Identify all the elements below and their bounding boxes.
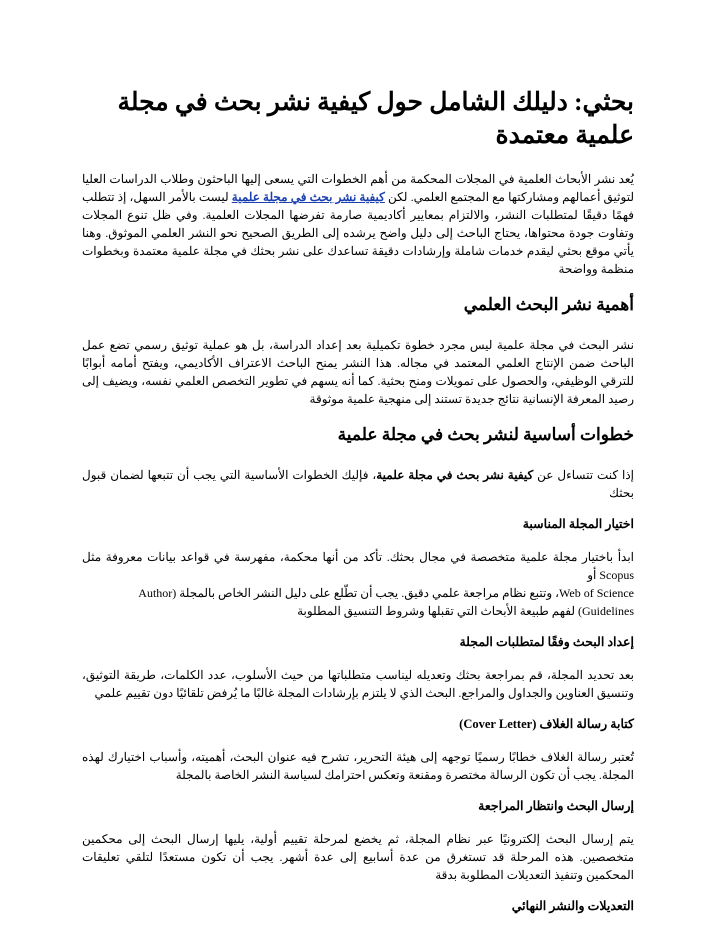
steps-intro-bold: كيفية نشر بحث في مجلة علمية <box>376 468 534 482</box>
submit-heading: إرسال البحث وانتظار المراجعة <box>478 799 634 813</box>
steps-intro-after: ، فإليك الخطوات الأساسية التي يجب أن تتبعها لضمان قبول بحثك <box>82 468 634 500</box>
intro-link[interactable]: كيفية نشر بحث في مجلة علمية <box>231 190 385 204</box>
steps-intro-paragraph <box>82 466 634 502</box>
journal-line-1: ابدأ باختيار مجلة علمية متخصصة في مجال بحثك. تأكد من أنها محكمة، مفهرسة في قواعد بيانات معروفة مثل Scopus أو <box>82 550 634 582</box>
journal-paragraph <box>82 548 634 620</box>
importance-heading: أهمية نشر البحث العلمي <box>463 295 634 314</box>
submit-paragraph: يتم إرسال البحث إلكترونيًا عبر نظام المجلة، ثم يخضع لمرحلة تقييم أولية، يليها إرسال البحث إلى محكمين متخصصين. هذه المرحلة قد تستغرق من عدة أسابيع إلى عدة أشهر. يجب أن تكون مستعدًا لتلقي تعليقات المحكمين وتنفيذ التعديلات المطلوبة بدقة <box>82 832 634 882</box>
importance-paragraph: نشر البحث في مجلة علمية ليس مجرد خطوة تكميلية بعد إعداد الدراسة، بل هو عملية توثيق رسمي تضع عمل الباحث ضمن الإنتاج العلمي المعتمد في مجاله. هذا النشر يمنح الباحث الاعتراف الأكاديمي، ويفتح أمامه أبوابًا للترقي الوظيفي، والحصول على تمويلات ومنح بحثية. كما أنه يسهم في تطوير التخصص العلمي نفسه، ويضيف إلى رصيد المعرفة الإنسانية نتائج جديدة تستند إلى منهجية علمية موثوقة <box>82 338 634 406</box>
cover-paragraph: تُعتبر رسالة الغلاف خطابًا رسميًا توجهه إلى هيئة التحرير، تشرح فيه عنوان البحث، أهميته، وأسباب اختيارك لهذه المجلة. يجب أن تكون الرسالة مختصرة ومقنعة وتعكس احترامك لسياسة النشر الخاصة بالمجلة <box>82 750 634 782</box>
prepare-heading: إعداد البحث وفقًا لمتطلبات المجلة <box>459 635 634 649</box>
cover-heading: كتابة رسالة الغلاف (Cover Letter) <box>459 717 634 731</box>
journal-heading: اختيار المجلة المناسبة <box>522 517 634 531</box>
page-title: بحثي: دليلك الشامل حول كيفية نشر بحث في مجلة علمية معتمدة <box>117 89 634 149</box>
journal-line-3: Guidelines) لفهم طبيعة الأبحاث التي تقبلها وشروط التنسيق المطلوبة <box>297 604 634 618</box>
prepare-paragraph: بعد تحديد المجلة، قم بمراجعة بحثك وتعديله ليناسب متطلباتها من حيث الأسلوب، عدد الكلمات، طريقة التوثيق، وتنسيق العناوين والجداول والمراجع. البحث الذي لا يلتزم بإرشادات المجلة غالبًا ما يُرفض تلقائيًا دون تقييم علمي <box>82 668 634 700</box>
intro-text-before-link: يُعد نشر الأبحاث العلمية في المجلات المحكمة من أهم الخطوات التي يسعى إليها الباحثون وطلاب الدراسات العليا لتوثيق أعمالهم ومشاركتها مع المجتمع العلمي. لكن <box>82 172 634 204</box>
steps-heading: خطوات أساسية لنشر بحث في مجلة علمية <box>337 425 634 444</box>
final-heading: التعديلات والنشر النهائي <box>511 899 634 913</box>
intro-paragraph <box>82 170 634 278</box>
steps-intro-before: إذا كنت تتساءل عن <box>533 468 635 482</box>
journal-line-2: Web of Science، وتتبع نظام مراجعة علمي دقيق. يجب أن تطّلع على دليل النشر الخاص بالمجلة (Author <box>138 586 634 600</box>
intro-text-after-link: ليست بالأمر السهل، إذ تتطلب فهمًا دقيقًا لمتطلبات النشر، والالتزام بمعايير أكاديمية صارمة تفرضها المجلات العلمية. وفي ظل تنوع المجلات وتفاوت جودة محتواها، يحتاج الباحث إلى دليل واضح يرشده إلى الطريق الصحيح نحو النشر العلمي الموثوق. وهنا يأتي موقع بحثي ليقدم خدمات شاملة وإرشادات دقيقة تساعدك على نشر بحثك في مجلة علمية معتمدة وبخطوات منظمة وواضحة <box>82 190 634 276</box>
